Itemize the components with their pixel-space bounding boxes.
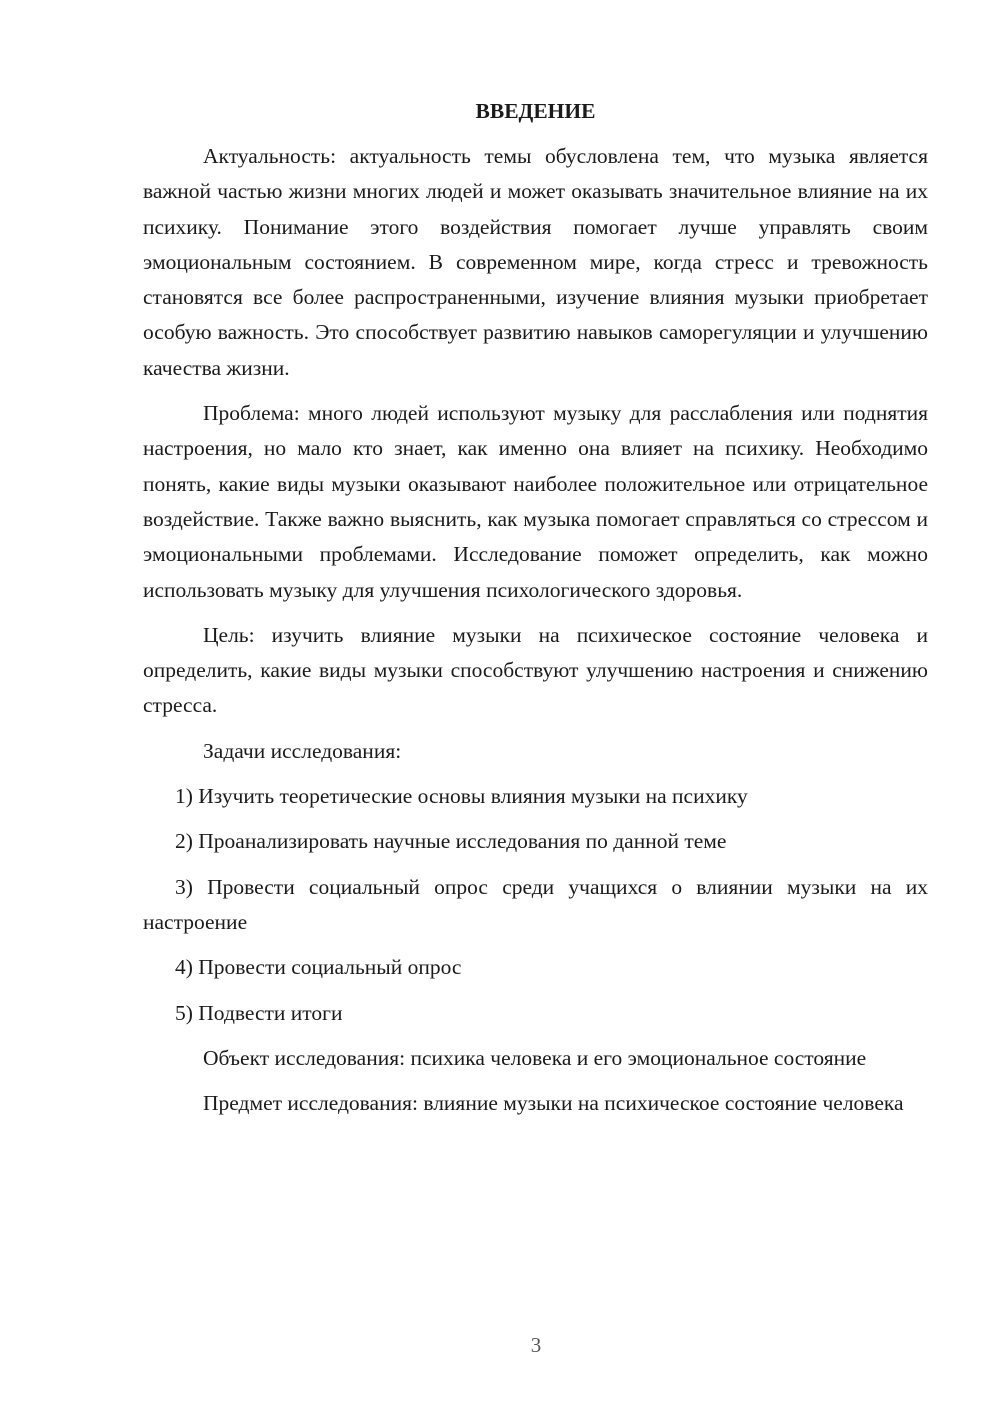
paragraph-subject: Предмет исследования: влияние музыки на психическое состояние человека [203,1091,904,1116]
paragraph-goal: Цель: изучить влияние музыки на психическое состояние человека и определить, какие виды музыки способствуют улучшению настроения и снижению стресса. [143,622,928,718]
list-item: 2) Проанализировать научные исследования по данной теме [175,829,727,854]
paragraph-object: Объект исследования: психика человека и его эмоциональное состояние [203,1045,867,1070]
paragraph-problem: Проблема: много людей используют музыку для расслабления или поднятия настроения, но мало кто знает, как именно она влияет на психику. Необходимо понять, какие виды музыки оказывают наиболее положительное или отрицательное воздействие. Также важно выяснить, как музыка помогает справляться со стрессом и эмоциональными проблемами. Исследование поможет определить, как можно использовать музыку для улучшения психологического здоровья. [143,401,928,602]
page-content [143,96,928,1131]
list-item: 1) Изучить теоретические основы влияния музыки на психику [175,784,748,809]
page-number: 3 [530,1333,542,1357]
task-list [143,779,928,1031]
paragraph-relevance: Актуальность: актуальность темы обусловлена тем, что музыка является важной частью жизни многих людей и может оказывать значительное влияние на их психику. Понимание этого воздействия помогает лучше управлять своим эмоциональным состоянием. В современном мире, когда стресс и тревожность становятся все более распространенными, изучение влияния музыки приобретает особую важность. Это способствует развитию навыков саморегуляции и улучшению качества жизни. [143,144,928,380]
list-item: 4) Провести социальный опрос [175,955,462,980]
paragraph-tasks-heading: Задачи исследования: [203,738,402,763]
list-item: 3) Провести социальный опрос среди учащихся о влиянии музыки на их настроение [143,874,928,934]
list-item: 5) Подвести итоги [175,1000,343,1025]
page-title: ВВЕДЕНИЕ [475,99,596,123]
